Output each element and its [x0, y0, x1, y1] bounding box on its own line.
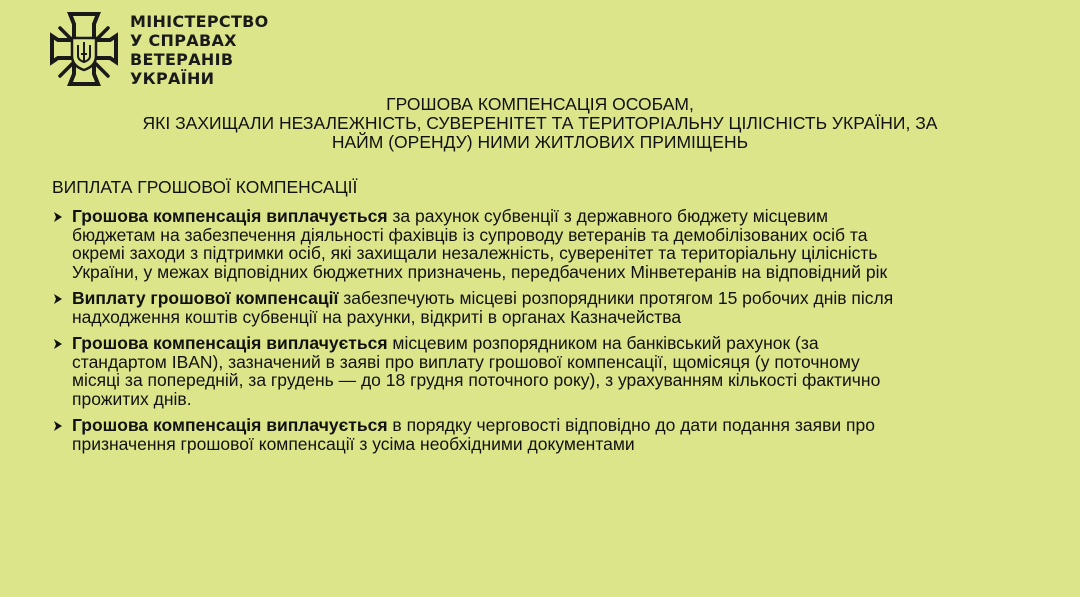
list-item-line: стандартом IBAN), зазначений в заяві про виплату грошової компенсації, щомісяця (у поточному [72, 351, 860, 372]
list-item-line: прожитих днів. [72, 388, 192, 409]
list-item-line: окремі заходи з підтримки осіб, які захищали незалежність, суверенітет та територіальну цілісність [72, 243, 878, 263]
list-item-bold: Грошова компенсація виплачується [72, 333, 388, 353]
compensation-list [52, 207, 1052, 461]
list-item-line: України, у межах відповідних бюджетних призначень, передбачених Мінветеранів на відповідний рік [72, 261, 888, 282]
section-heading: ВИПЛАТА ГРОШОВОЇ КОМПЕНСАЦІЇ [52, 177, 358, 197]
chevron-right-icon [52, 293, 64, 305]
title-line: ЯКІ ЗАХИЩАЛИ НЕЗАЛЕЖНІСТЬ, СУВЕРЕНІТЕТ ТА ТЕРИТОРІАЛЬНУ ЦІЛІСНІСТЬ УКРАЇНИ, ЗА [142, 113, 938, 133]
list-item-first-line [72, 334, 1052, 353]
list-item-text: за рахунок субвенції з державного бюджету місцевим [387, 206, 829, 226]
chevron-right-icon [52, 338, 64, 350]
list-item-line: бюджетам на забезпечення діяльності фахівців із супроводу ветеранів та демобілізованих осіб та [72, 224, 868, 245]
list-item-line: призначення грошової компенсації з усіма необхідними документами [72, 433, 635, 454]
chevron-right-icon [52, 420, 64, 432]
list-item-first-line [72, 289, 1052, 308]
list-item-first-line [72, 416, 1052, 435]
list-item [52, 207, 1052, 281]
list-item [52, 289, 1052, 326]
list-item-text: в порядку черговості відповідно до дати подання заяви про [387, 415, 875, 435]
ministry-name-line: ВЕТЕРАНІВ [130, 50, 234, 69]
title-line: ГРОШОВА КОМПЕНСАЦІЯ ОСОБАМ, [386, 94, 694, 114]
list-item [52, 334, 1052, 408]
title-line: НАЙМ (ОРЕНДУ) НИМИ ЖИТЛОВИХ ПРИМІЩЕНЬ [331, 132, 749, 152]
list-item-text: місцевим розпорядником на банківський рахунок (за [387, 333, 819, 353]
list-item-line: місяці за попередній, за грудень — до 18 грудня поточного року), з урахуванням кількості фактично [72, 370, 881, 390]
list-item [52, 416, 1052, 453]
list-item-bold: Виплату грошової компенсації [72, 288, 339, 308]
list-item-bold: Грошова компенсація виплачується [72, 206, 388, 226]
list-item-text: забезпечують місцеві розпорядники протягом 15 робочих днів після [338, 288, 894, 308]
ministry-name-line: У СПРАВАХ [130, 31, 237, 50]
page-title [0, 95, 1080, 152]
list-item-bold: Грошова компенсація виплачується [72, 415, 388, 435]
ministry-emblem-icon [48, 10, 120, 88]
ministry-name-line: УКРАЇНИ [130, 69, 215, 88]
ministry-logo [48, 10, 269, 88]
list-item-first-line [72, 207, 1052, 226]
chevron-right-icon [52, 211, 64, 223]
ministry-name [130, 12, 269, 88]
ministry-name-line: МІНІСТЕРСТВО [130, 12, 269, 31]
list-item-line: надходження коштів субвенції на рахунки, відкриті в органах Казначейства [72, 306, 682, 327]
